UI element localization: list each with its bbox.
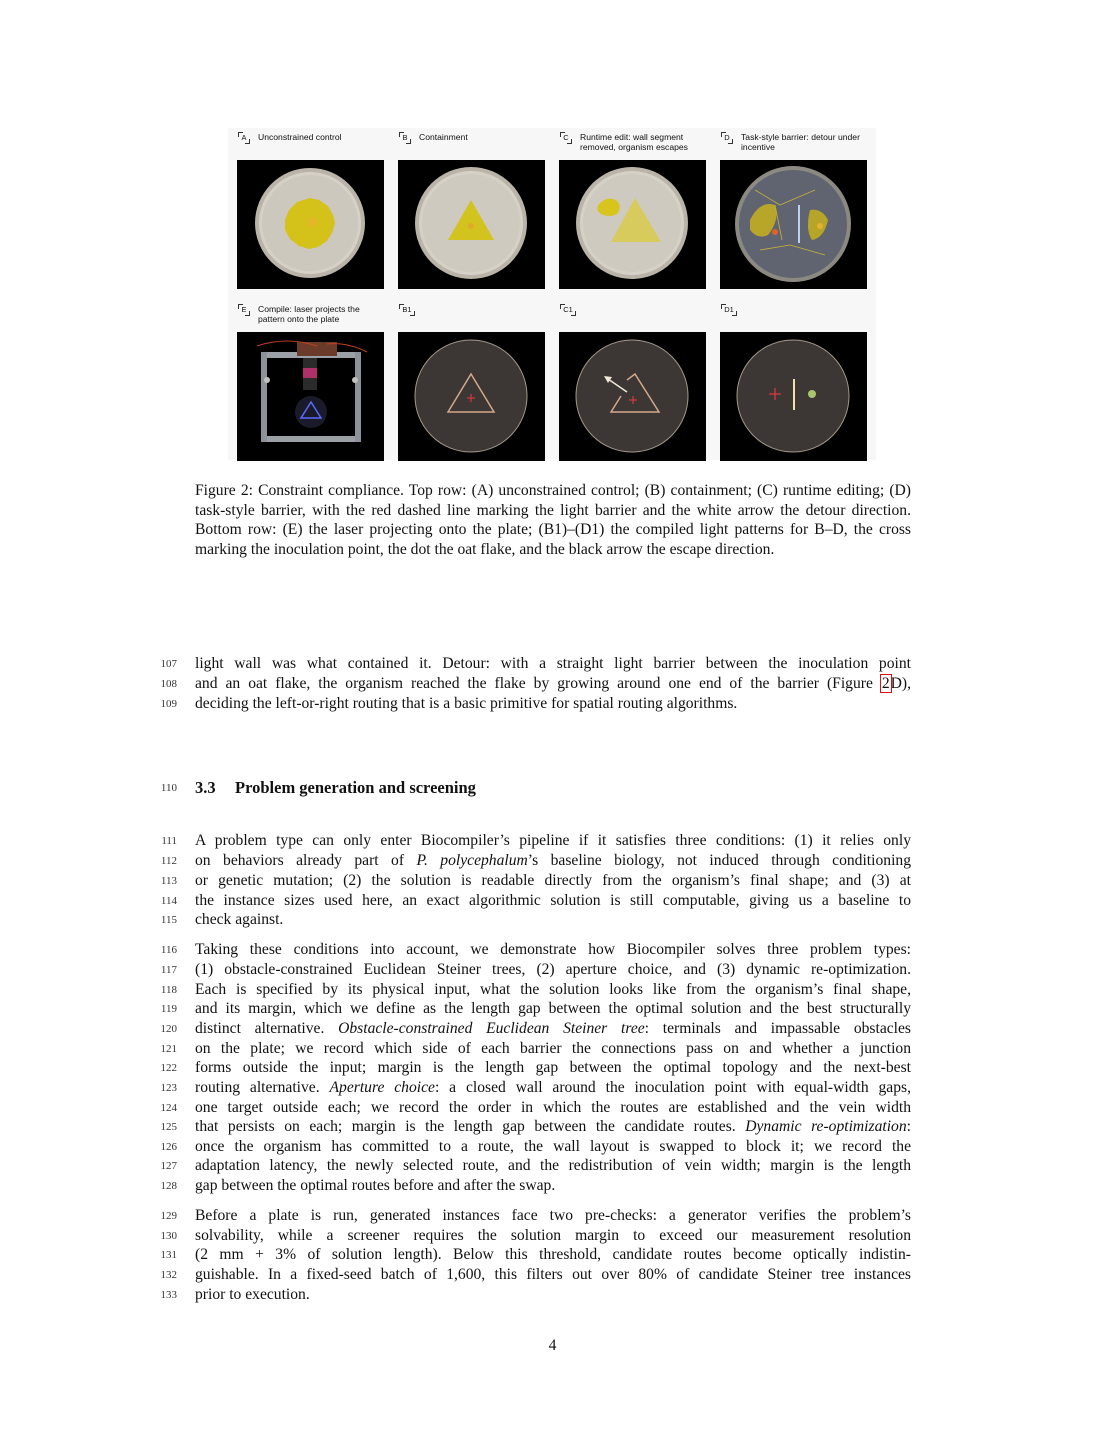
panel-tag: D1: [721, 304, 737, 316]
figure-reference-link[interactable]: 2: [881, 675, 890, 692]
text-line: [195, 674, 911, 694]
light-pattern-runtime-edit: [559, 332, 706, 461]
text-line: check against.: [195, 911, 284, 928]
panel-title: Task-style barrier: detour under incentive: [741, 132, 860, 152]
line-number: 107: [160, 658, 177, 670]
line-number: 130: [160, 1230, 177, 1242]
dish-photo-containment: [398, 160, 545, 289]
line-number: 122: [160, 1062, 177, 1074]
laser-rig-photo: [237, 332, 384, 461]
page-number: 4: [548, 1337, 557, 1354]
text-segment: that persists on each; margin is the length gap between the candidate routes.: [195, 1118, 746, 1135]
text-line: and its margin, which we define as the length gap between the optimal solution and the best structurally: [195, 1000, 911, 1017]
panel-label: [720, 300, 867, 330]
text-line: gap between the optimal routes before and after the swap.: [195, 1177, 556, 1194]
text-line: forms outside the input; margin is the length gap between the optimal topology and the next-best: [195, 1059, 911, 1076]
text-segment: on behaviors already part of: [195, 852, 417, 869]
line-number: 117: [160, 964, 177, 976]
line-number: 112: [160, 855, 177, 867]
panel-tag: D: [721, 132, 733, 144]
line-number: 128: [160, 1180, 177, 1192]
text-line: Before a plate is run, generated instances face two pre-checks: a generator verifies the problem’s: [195, 1207, 911, 1224]
problem-type-name: Dynamic re-optimization: [745, 1118, 907, 1135]
text-line: Taking these conditions into account, we demonstrate how Biocompiler solves three problem types:: [195, 941, 911, 958]
section-number: 3.3: [195, 778, 216, 797]
panel-tag: C1: [560, 304, 576, 316]
line-number: 132: [160, 1269, 177, 1281]
dish-photo-unconstrained: [237, 160, 384, 289]
panel-tag: B1: [399, 304, 415, 316]
panel-label: [237, 128, 384, 158]
panel-title: Runtime edit: wall segment removed, organism escapes: [580, 132, 688, 152]
text-line: solvability, while a screener requires the solution margin to exceed our measurement resolution: [195, 1227, 911, 1244]
panel-tag: A: [238, 132, 250, 144]
text-line: once the organism has committed to a route, the wall layout is swapped to block it; we record the: [195, 1138, 911, 1155]
text-segment: ’s baseline biology, not induced through conditioning: [527, 852, 911, 869]
text-line: prior to execution.: [195, 1286, 310, 1303]
figure-caption: Figure 2: Constraint compliance. Top row: (A) unconstrained control; (B) containment; (C) runtime editing; (D) task-style barrier, with the red dashed line marking the light barrier and the white arrow the detour direction. Bottom row: (E) the laser projecting onto the plate; (B1)–(D1) the compiled light patterns for B–D, the cross marking the inoculation point, the dot the oat flake, and the black arrow the escape direction.: [195, 482, 911, 559]
figure-2: [228, 128, 876, 460]
panel-label: [720, 128, 867, 158]
light-pattern-containment: [398, 332, 545, 461]
line-number: 116: [160, 944, 177, 956]
line-number: 125: [160, 1121, 177, 1133]
line-number: 127: [160, 1160, 177, 1172]
panel-label: [398, 128, 545, 158]
text-segment: :: [906, 1118, 911, 1135]
line-number: 115: [160, 914, 177, 926]
panel-tag: B: [399, 132, 411, 144]
panel-title: Unconstrained control: [258, 132, 342, 142]
line-number: 124: [160, 1102, 177, 1114]
panel-label: [237, 300, 384, 330]
text-line: or genetic mutation; (2) the solution is readable directly from the organism’s final shape; and (3) at: [195, 872, 911, 889]
text-segment: and an oat flake, the organism reached the flake by growing around one end of the barrier (Figure: [195, 675, 881, 692]
text-line: on the plate; we record which side of each barrier the connections pass on and whether a junction: [195, 1040, 911, 1057]
text-line: the instance sizes used here, an exact algorithmic solution is still computable, giving us a baseline to: [195, 892, 911, 909]
text-segment: routing alternative.: [195, 1079, 330, 1096]
line-number: 118: [160, 984, 177, 996]
line-number: 119: [160, 1003, 177, 1015]
dish-photo-task-barrier: [720, 160, 867, 289]
line-number: 113: [160, 875, 177, 887]
line-number: 129: [160, 1210, 177, 1222]
text-line: adaptation latency, the newly selected route, and the redistribution of vein width; margin is the length: [195, 1157, 911, 1174]
text-line: (1) obstacle-constrained Euclidean Steiner trees, (2) aperture choice, and (3) dynamic re-optimization.: [195, 961, 911, 978]
panel-title: Containment: [419, 132, 468, 142]
text-line: (2 mm + 3% of solution length). Below this threshold, candidate routes become optically indistin-: [195, 1246, 911, 1263]
text-line: deciding the left-or-right routing that is a basic primitive for spatial routing algorithms.: [195, 695, 738, 712]
text-line: [195, 1117, 911, 1137]
text-segment: distinct alternative.: [195, 1020, 339, 1037]
text-segment: D),: [890, 675, 911, 692]
text-line: light wall was what contained it. Detour: with a straight light barrier between the inoculation point: [195, 655, 911, 672]
panel-label: [559, 128, 706, 158]
panel-label: [398, 300, 545, 330]
section-heading: [195, 778, 476, 798]
line-number: 131: [160, 1249, 177, 1261]
line-number: 123: [160, 1082, 177, 1094]
text-line: guishable. In a fixed-seed batch of 1,600, this filters out over 80% of candidate Steiner tree instances: [195, 1266, 911, 1283]
panel-tag: E: [238, 304, 250, 316]
text-line: [195, 1019, 911, 1039]
problem-type-name: Aperture choice: [329, 1079, 435, 1096]
text-segment: : terminals and impassable obstacles: [644, 1020, 911, 1037]
line-number: 111: [161, 835, 177, 847]
dish-photo-runtime-edit: [559, 160, 706, 289]
text-line: one target outside each; we record the order in which the routes are established and the vein width: [195, 1099, 911, 1116]
problem-type-name: Obstacle-constrained Euclidean Steiner tree: [338, 1020, 645, 1037]
line-number: 133: [160, 1289, 177, 1301]
text-line: [195, 851, 911, 871]
line-number: 110: [160, 782, 177, 794]
text-line: [195, 1078, 911, 1098]
line-number: 108: [160, 678, 177, 690]
section-title: Problem generation and screening: [235, 778, 476, 797]
line-number: 126: [160, 1141, 177, 1153]
line-number: 109: [160, 698, 177, 710]
light-pattern-barrier: [720, 332, 867, 461]
panel-title: Compile: laser projects the pattern onto the plate: [258, 304, 360, 324]
line-number: 121: [160, 1043, 177, 1055]
line-number: 120: [160, 1023, 177, 1035]
species-name: P. polycephalum: [416, 852, 528, 869]
panel-label: [559, 300, 706, 330]
text-segment: : a closed wall around the inoculation point with equal-width gaps,: [434, 1079, 911, 1096]
line-number: 114: [160, 895, 177, 907]
panel-tag: C: [560, 132, 572, 144]
text-line: Each is specified by its physical input, what the solution looks like from the organism’s final shape,: [195, 981, 911, 998]
text-line: A problem type can only enter Biocompiler’s pipeline if it satisfies three conditions: (1) it relies only: [195, 832, 911, 849]
